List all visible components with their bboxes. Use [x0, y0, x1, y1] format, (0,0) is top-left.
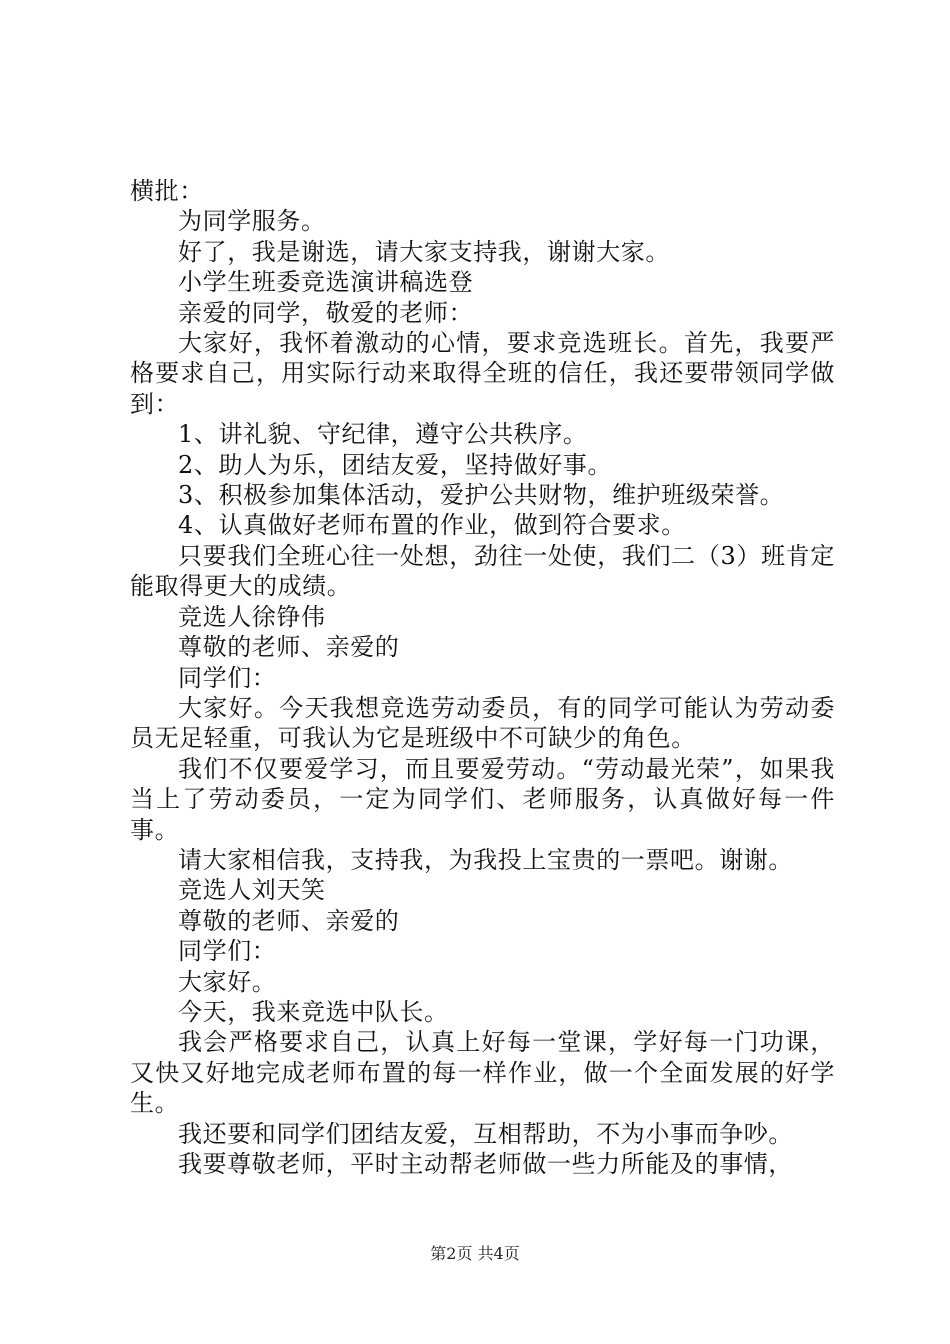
paragraph: 大家好，我怀着激动的心情，要求竞选班长。首先，我要严格要求自己，用实际行动来取得全班的信任，我还要带领同学做到：: [130, 329, 835, 418]
paragraph-salutation: 尊敬的老师、亲爱的: [178, 906, 400, 935]
list-item: 2、助人为乐，团结友爱，坚持做好事。: [178, 450, 613, 479]
document-body: [130, 176, 835, 1179]
paragraph: 请大家相信我，支持我，为我投上宝贵的一票吧。谢谢。: [178, 845, 793, 874]
paragraph: 我们不仅要爱学习，而且要爱劳动。“劳动最光荣”，如果我当上了劳动委员，一定为同学们、老师服务，认真做好每一件事。: [130, 754, 835, 844]
paragraph: 今天，我来竞选中队长。: [178, 997, 449, 1026]
paragraph: 大家好。: [178, 967, 277, 996]
paragraph: 我还要和同学们团结友爱，互相帮助，不为小事而争吵。: [178, 1119, 793, 1148]
page-number-label: 第2页 共4页: [430, 1244, 520, 1263]
paragraph-heading: 横批：: [130, 177, 204, 205]
paragraph-salutation: 亲爱的同学，敬爱的老师：: [178, 298, 474, 327]
paragraph-signature: 竞选人刘天笑: [178, 876, 326, 905]
list-item: 1、讲礼貌、守纪律，遵守公共秩序。: [178, 420, 588, 449]
paragraph: 只要我们全班心往一处想，劲往一处使，我们二（3）班肯定能取得更大的成绩。: [130, 541, 835, 601]
list-item: 4、认真做好老师布置的作业，做到符合要求。: [178, 511, 686, 540]
page-footer: [0, 1244, 950, 1264]
paragraph-salutation: 同学们：: [178, 937, 277, 966]
paragraph-salutation: 尊敬的老师、亲爱的: [178, 633, 400, 662]
paragraph: 大家好。今天我想竞选劳动委员，有的同学可能认为劳动委员无足轻重，可我认为它是班级中不可缺少的角色。: [130, 693, 835, 753]
paragraph-salutation: 同学们：: [178, 663, 277, 692]
paragraph-title: 小学生班委竞选演讲稿选登: [178, 268, 474, 297]
paragraph: 为同学服务。: [178, 207, 326, 236]
list-item: 3、积极参加集体活动，爱护公共财物，维护班级荣誉。: [178, 481, 785, 510]
paragraph: 我会严格要求自己，认真上好每一堂课，学好每一门功课，又快又好地完成老师布置的每一样作业，做一个全面发展的好学生。: [130, 1028, 835, 1118]
paragraph: 好了，我是谢选，请大家支持我，谢谢大家。: [178, 237, 670, 266]
paragraph-signature: 竞选人徐铮伟: [178, 602, 326, 631]
paragraph: 我要尊敬老师，平时主动帮老师做一些力所能及的事情，: [178, 1150, 793, 1178]
